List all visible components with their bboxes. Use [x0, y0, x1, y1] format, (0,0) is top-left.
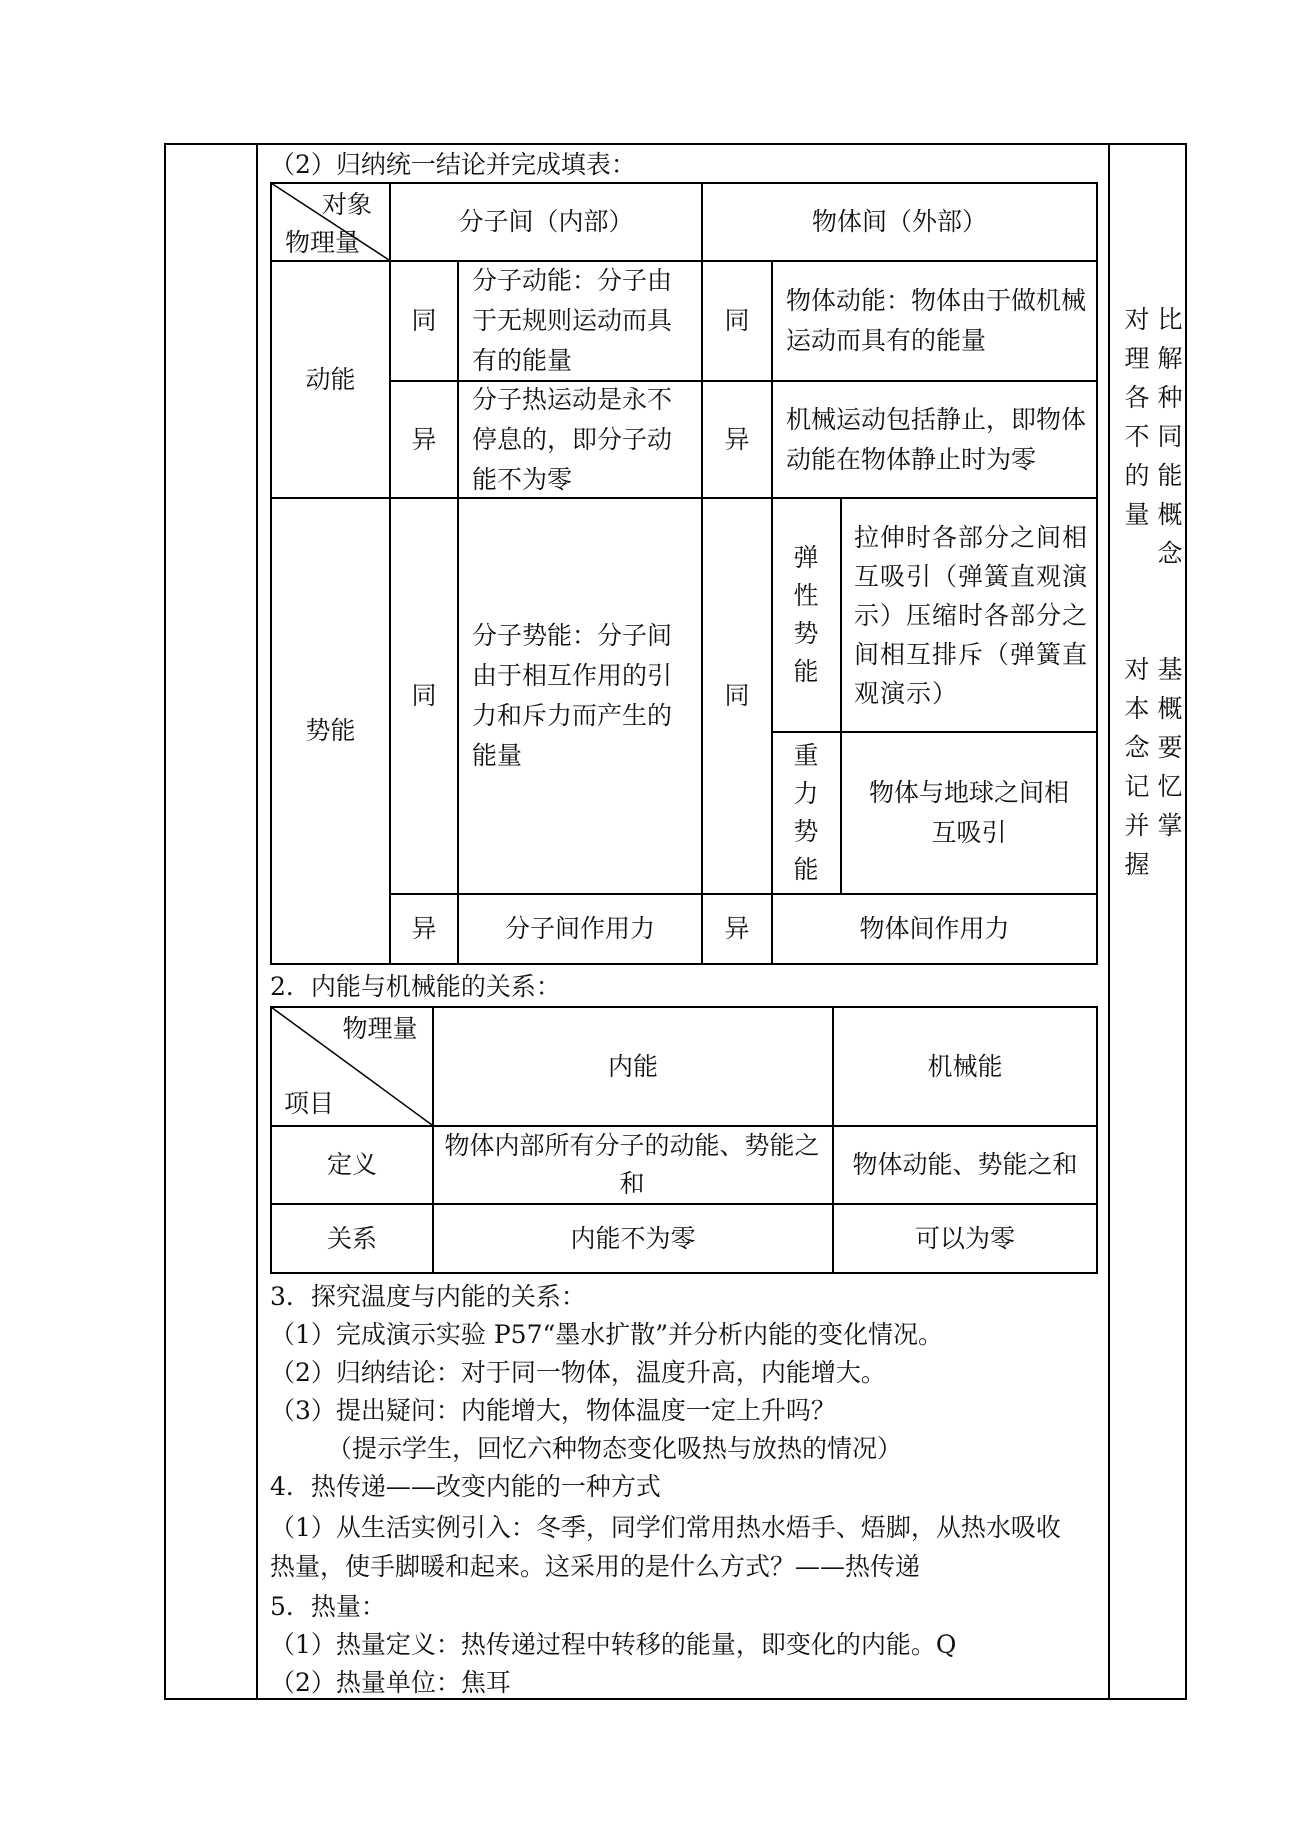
potential-same-mark-obj: 同: [724, 681, 750, 710]
table2-corner-bottom: 项目: [284, 1089, 335, 1118]
section5-item2: （2）热量单位：焦耳: [270, 1668, 511, 1697]
table2-col1-header: 内能: [607, 1051, 658, 1081]
potential-diff-mark-obj: 异: [724, 914, 750, 943]
potential-mol-same: 分子势能：分子间由于相互作用的引力和斥力而产生的能量: [472, 621, 673, 770]
table1-corner-top: 对象: [322, 190, 373, 219]
kinetic-same-mark: 同: [411, 306, 437, 335]
kinetic-label: 动能: [305, 364, 356, 394]
mechanical-energy-relation: 可以为零: [914, 1223, 1015, 1253]
kinetic-same-mark-obj: 同: [724, 306, 750, 335]
definition-label: 定义: [326, 1150, 377, 1179]
table2-col2-header: 机械能: [927, 1051, 1003, 1081]
section3-item3: （3）提出疑问：内能增大，物体温度一定上升吗？: [270, 1396, 836, 1425]
table1-corner-bottom: 物理量: [285, 228, 361, 257]
kinetic-diff-mark: 异: [411, 424, 437, 454]
note-compare-col2: 比解种同能概念: [1157, 305, 1183, 568]
note-memorize-col2: 基概要忆掌: [1157, 655, 1183, 840]
kinetic-mol-same: 分子动能：分子由于无规则运动而具有的能量: [472, 266, 673, 375]
note-memorize-col1: 对本念记并握: [1124, 655, 1150, 879]
elastic-potential-label: 弹性势能: [793, 543, 819, 686]
internal-energy-relation: 内能不为零: [570, 1223, 696, 1253]
potential-same-mark: 同: [411, 681, 437, 710]
mechanical-energy-definition: 物体动能、势能之和: [852, 1150, 1078, 1179]
kinetic-diff-mark-obj: 异: [724, 424, 750, 454]
section4-item1-line1: （1）从生活实例引入：冬季，同学们常用热水焐手、焐脚，从热水吸收: [270, 1513, 1061, 1542]
internal-energy-definition: 物体内部所有分子的动能、势能之和: [444, 1131, 820, 1198]
gravity-potential-text: 物体与地球之间相互吸引: [868, 778, 1069, 847]
potential-diff-mark: 异: [411, 914, 437, 943]
kinetic-mol-diff: 分子热运动是永不停息的，即分子动能不为零: [472, 384, 673, 494]
section3-heading: 3．探究温度与内能的关系：: [270, 1282, 586, 1311]
table1-col2-header: 物体间（外部）: [811, 207, 987, 236]
section4-heading: 4．热传递——改变内能的一种方式: [270, 1472, 661, 1501]
kinetic-obj-diff: 机械运动包括静止，即物体动能在物体静止时为零: [786, 404, 1087, 474]
section3-item2: （2）归纳结论：对于同一物体，温度升高，内能增大。: [270, 1358, 886, 1387]
kinetic-obj-same: 物体动能：物体由于做机械运动而具有的能量: [786, 286, 1087, 355]
section1-heading: （2）归纳统一结论并完成填表：: [270, 150, 636, 179]
table1-col1-header: 分子间（内部）: [458, 207, 634, 236]
potential-label: 势能: [305, 716, 356, 745]
section2-heading: 2．内能与机械能的关系：: [270, 972, 561, 1001]
section3-item1: （1）完成演示实验 P57“墨水扩散”并分析内能的变化情况。: [270, 1320, 944, 1349]
elastic-potential-text: 拉伸时各部分之间相互吸引（弹簧直观演示）压缩时各部分之间相互排斥（弹簧直观演示）: [854, 522, 1089, 708]
potential-obj-diff: 物体间作用力: [859, 914, 1010, 943]
relation-label: 关系: [326, 1223, 377, 1253]
section3-item3-hint: （提示学生，回忆六种物态变化吸热与放热的情况）: [327, 1434, 903, 1463]
note-compare-col1: 对理各不的量: [1124, 305, 1150, 529]
table2-corner-top: 物理量: [342, 1014, 418, 1043]
gravity-potential-label: 重力势能: [793, 741, 819, 884]
section4-item1-line2: 热量，使手脚暖和起来。这采用的是什么方式？——热传递: [270, 1552, 921, 1581]
section5-item1: （1）热量定义：热传递过程中转移的能量，即变化的内能。Q: [270, 1630, 957, 1659]
section5-heading: 5．热量：: [270, 1592, 386, 1621]
potential-mol-diff: 分子间作用力: [504, 914, 655, 943]
